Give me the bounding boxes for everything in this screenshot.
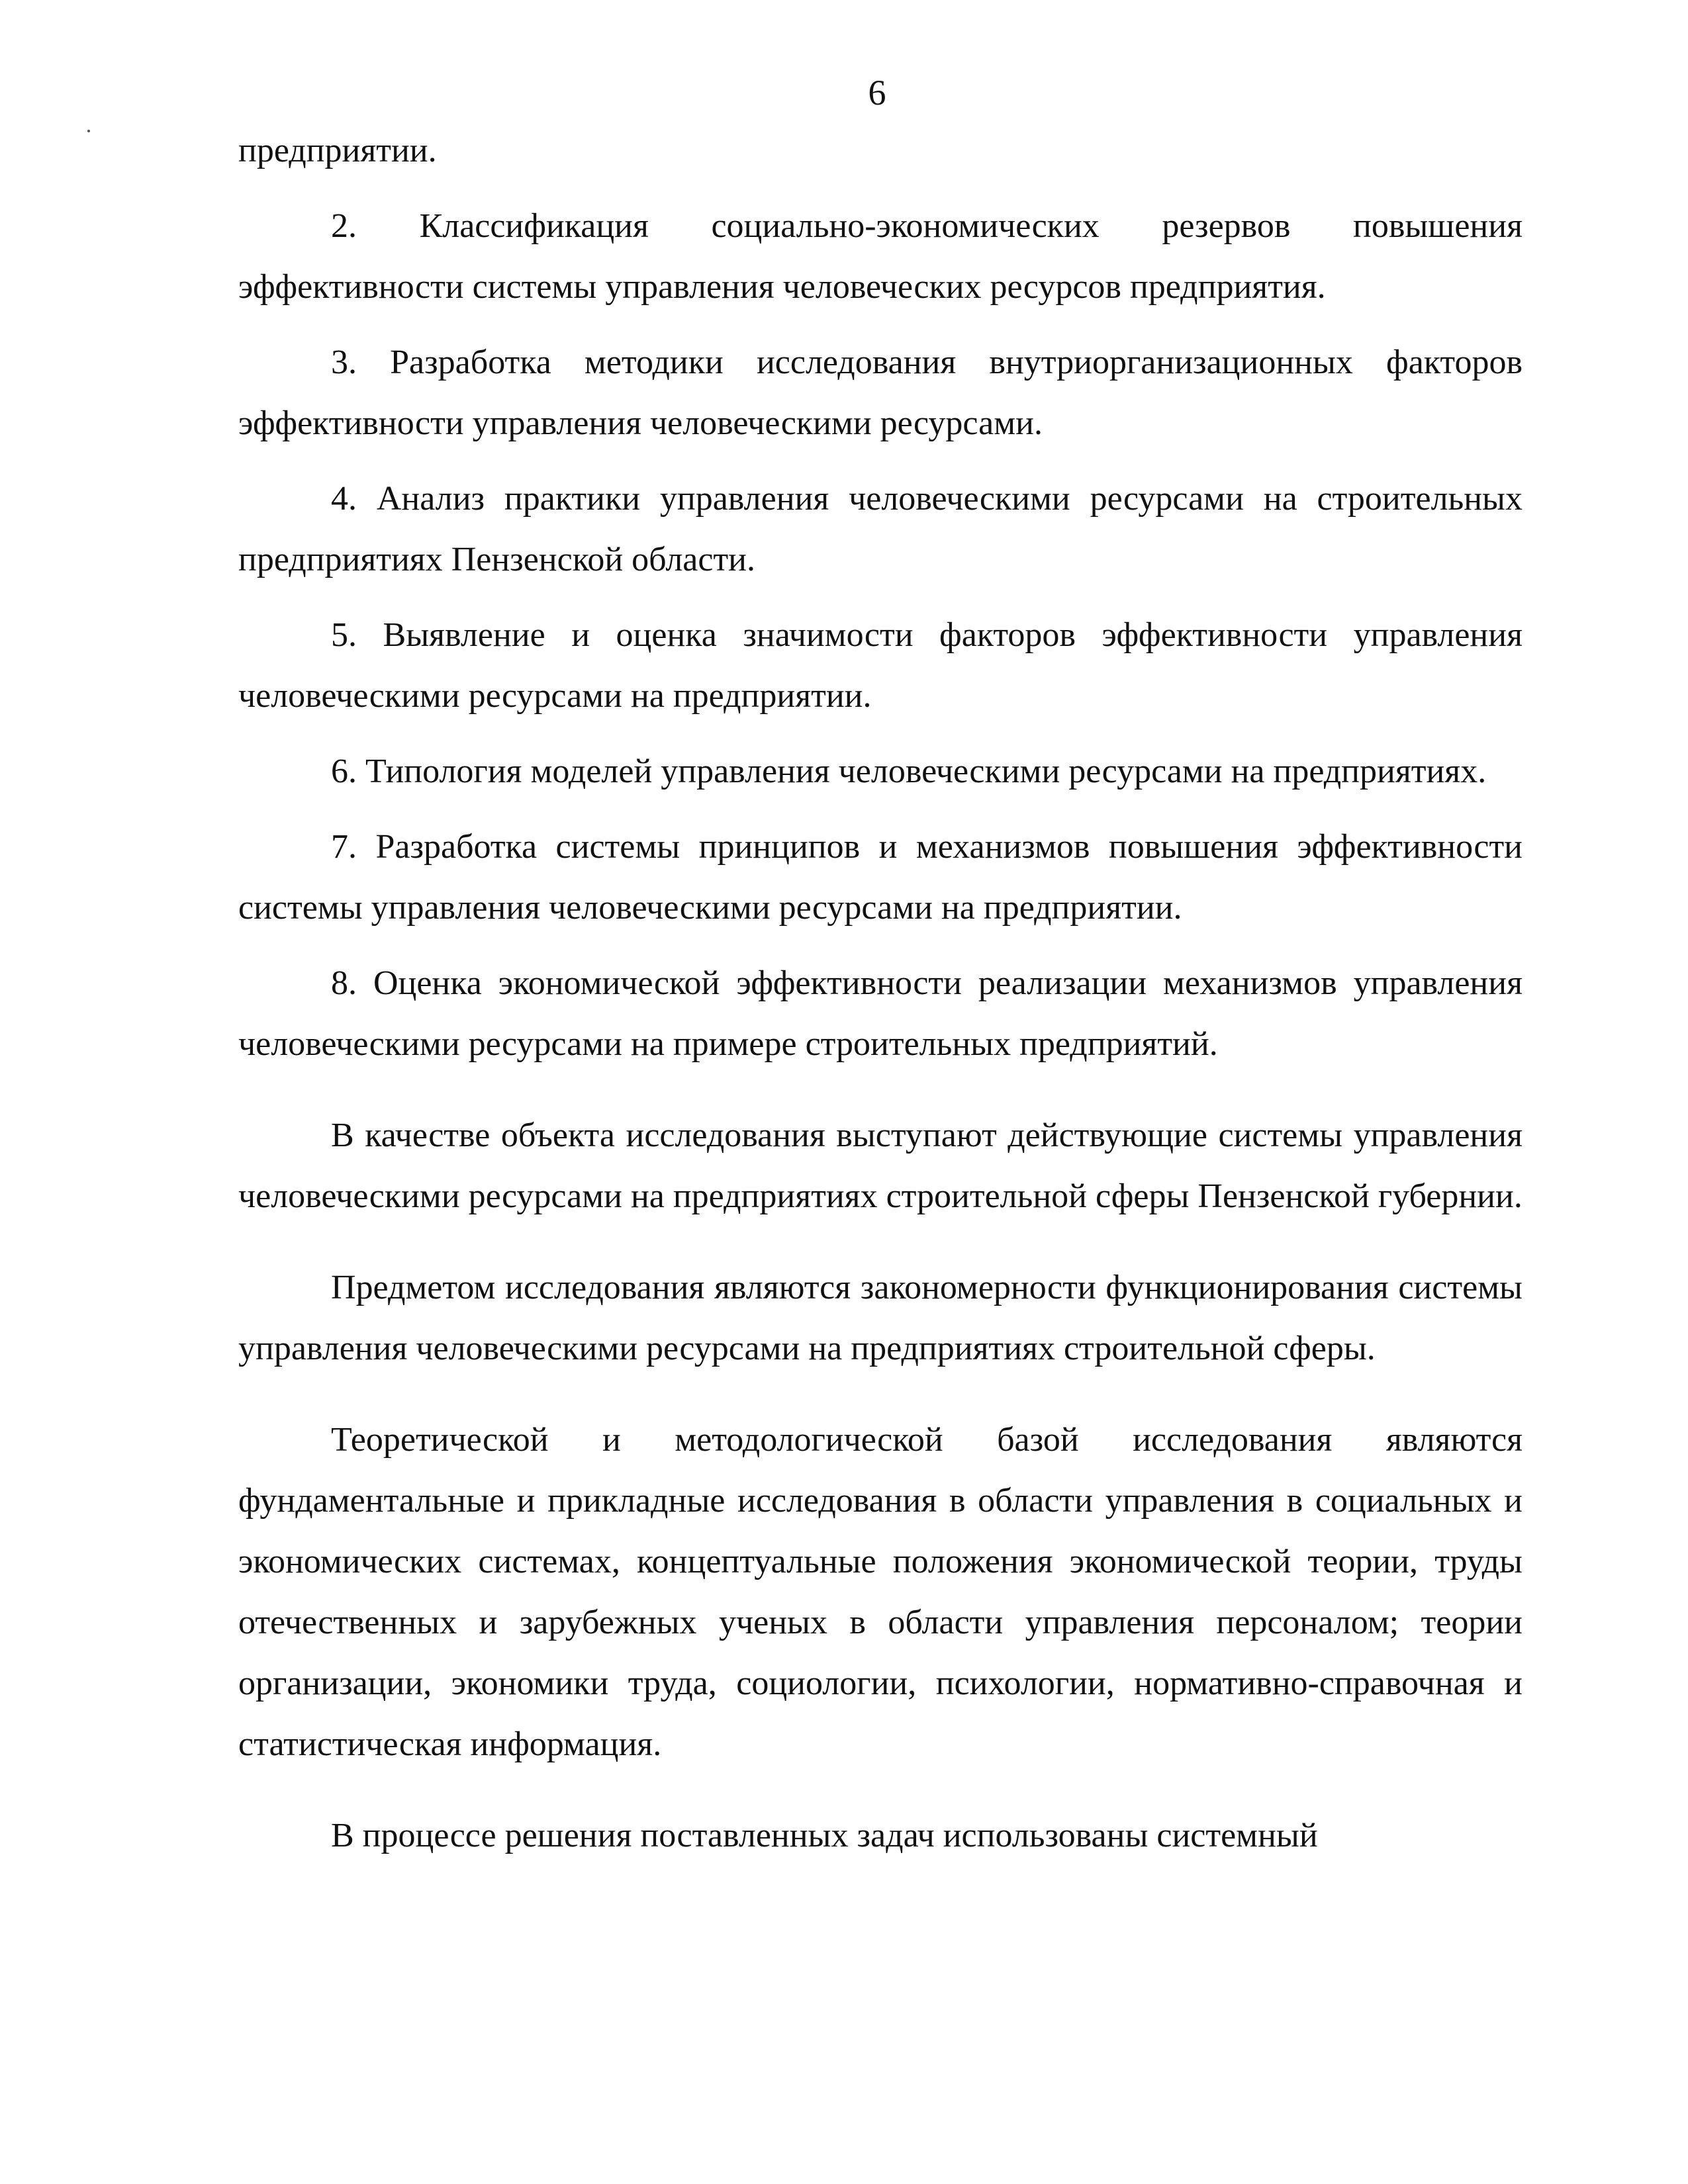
subject-paragraph: Предметом исследования являются закономерности функционирования системы управления человеческими ресурсами на предприятиях строительной сферы.	[238, 1269, 1523, 1367]
task-item-7: 7. Разработка системы принципов и механизмов повышения эффективности системы управления человеческими ресурсами на предприятии.	[238, 828, 1523, 927]
object-paragraph: В качестве объекта исследования выступают действующие системы управления человеческими ресурсами на предприятиях строительной сферы Пензенской губернии.	[238, 1116, 1523, 1215]
task-item-6: 6. Типология моделей управления человеческими ресурсами на предприятиях.	[331, 752, 1487, 790]
task-item-5: 5. Выявление и оценка значимости факторов эффективности управления человеческими ресурсами на предприятии.	[238, 616, 1523, 715]
methods-paragraph: В процессе решения поставленных задач использованы системный	[331, 1817, 1318, 1854]
task-item-8: 8. Оценка экономической эффективности реализации механизмов управления человеческими ресурсами на примере строительных предприятий.	[238, 964, 1523, 1063]
task-item-4: 4. Анализ практики управления человеческими ресурсами на строительных предприятиях Пензенской области.	[238, 480, 1523, 578]
continuation-line: предприятии.	[238, 132, 437, 169]
task-item-2: 2. Классификация социально-экономических резервов повышения эффективности системы управления человеческих ресурсов предприятия.	[238, 207, 1523, 306]
page-number: 6	[868, 73, 886, 113]
scan-speck	[87, 130, 90, 132]
body-text	[238, 120, 1523, 1866]
task-item-3: 3. Разработка методики исследования внутриорганизационных факторов эффективности управления человеческими ресурсами.	[238, 343, 1523, 442]
basis-paragraph: Теоретической и методологической базой исследования являются фундаментальные и прикладные исследования в области управления в социальных и экономических системах, концептуальные положения экономической теории, труды отечественных и зарубежных ученых в области управления персоналом; теории организации, экономики труда, социологии, психологии, нормативно-справочная и статистическая информация.	[238, 1421, 1523, 1763]
